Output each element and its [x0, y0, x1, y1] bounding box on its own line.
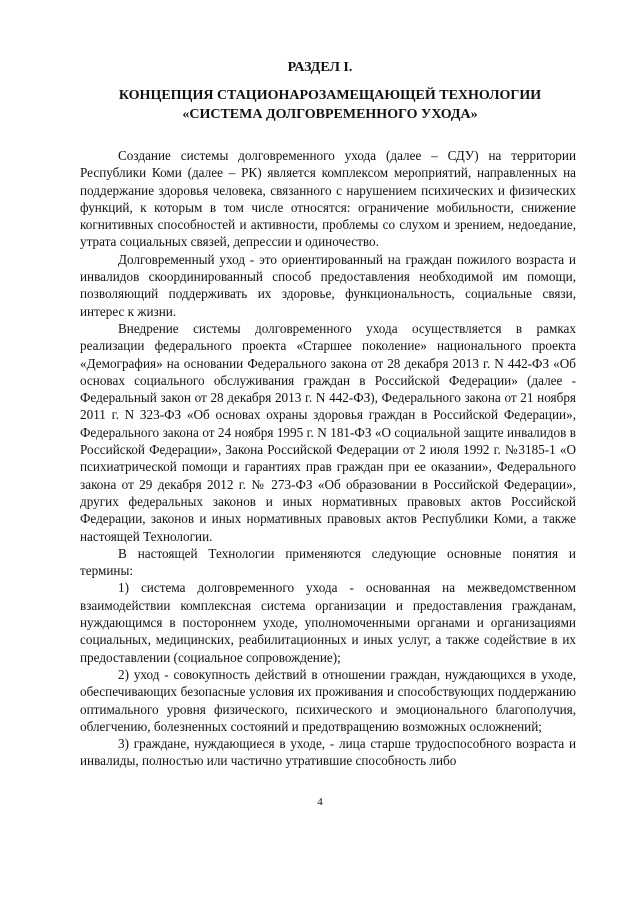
paragraph: В настоящей Технологии применяются следующие основные понятия и термины:	[80, 545, 576, 579]
title-line-2: «СИСТЕМА ДОЛГОВРЕМЕННОГО УХОДА»	[182, 107, 478, 122]
document-body	[80, 147, 576, 770]
paragraph: Создание системы долговременного ухода (далее – СДУ) на территории Республики Коми (далее – РК) является комплексом мероприятий, направленных на поддержание здоровья человека, связанного с нарушением психических и физических функций, к которым в том числе относятся: ограничение мобильности, снижение когнитивных способностей и активности, проблемы со слухом и зрением, недоедание, утрата социальных связей, депрессии и одиночество.	[80, 148, 576, 250]
title-line-1: КОНЦЕПЦИЯ СТАЦИОНАРОЗАМЕЩАЮЩЕЙ ТЕХНОЛОГИИ	[118, 88, 542, 103]
section-heading: РАЗДЕЛ I.	[287, 60, 353, 75]
paragraph: Долговременный уход - это ориентированный на граждан пожилого возраста и инвалидов скоординированный способ предоставления необходимой им помощи, позволяющий поддерживать их здоровье, функциональность, социальные связи, интерес к жизни.	[80, 251, 576, 319]
document-title	[80, 86, 580, 124]
list-item-paragraph: 3) граждане, нуждающиеся в уходе, - лица старше трудоспособного возраста и инвалиды, полностью или частично утратившие способность либо	[80, 736, 576, 769]
list-item-paragraph: 1) система долговременного ухода - основанная на межведомственном взаимодействии комплексная система организации и предоставления гражданам, нуждающимся в постороннем уходе, уполномоченными органами и организациями социальных, медицинских, реабилитационных и иных услуг, а также содействие в их предоставлении (социальное сопровождение);	[80, 580, 576, 665]
list-item-paragraph: 2) уход - совокупность действий в отношении граждан, нуждающихся в уходе, обеспечивающих безопасные условия их проживания и способствующих поддержанию оптимального уровня физического, психического и эмоционального благополучия, облегчению, болезненных состояний и предотвращению возможных осложнений;	[80, 666, 576, 734]
page-number: 4	[317, 796, 323, 808]
paragraph: Внедрение системы долговременного ухода осуществляется в рамках реализации федерального проекта «Старшее поколение» национального проекта «Демография» на основании Федерального закона от 28 декабря 2013 г. N 442-ФЗ «Об основах социального обслуживания граждан в Российской Федерации» (далее - Федеральный закон от 28 декабря 2013 г. N 442-ФЗ), Федерального закона от 21 ноября 2011 г. N 323-ФЗ «Об основах охраны здоровья граждан в Российской Федерации», Федерального закона от 24 ноября 1995 г. N 181-ФЗ «О социальной защите инвалидов в Российской Федерации», Закона Российской Федерации от 2 июля 1992 г. №3185-1 «О психиатрической помощи и гарантиях прав граждан при ее оказании», Федерального закона от 29 декабря 2012 г. № 273-ФЗ «Об образовании в Российской Федерации», других федеральных законов и иных нормативных правовых актов Российской Федерации, законов и иных нормативных правовых актов Республики Коми, а также настоящей Технологии.	[80, 320, 576, 544]
